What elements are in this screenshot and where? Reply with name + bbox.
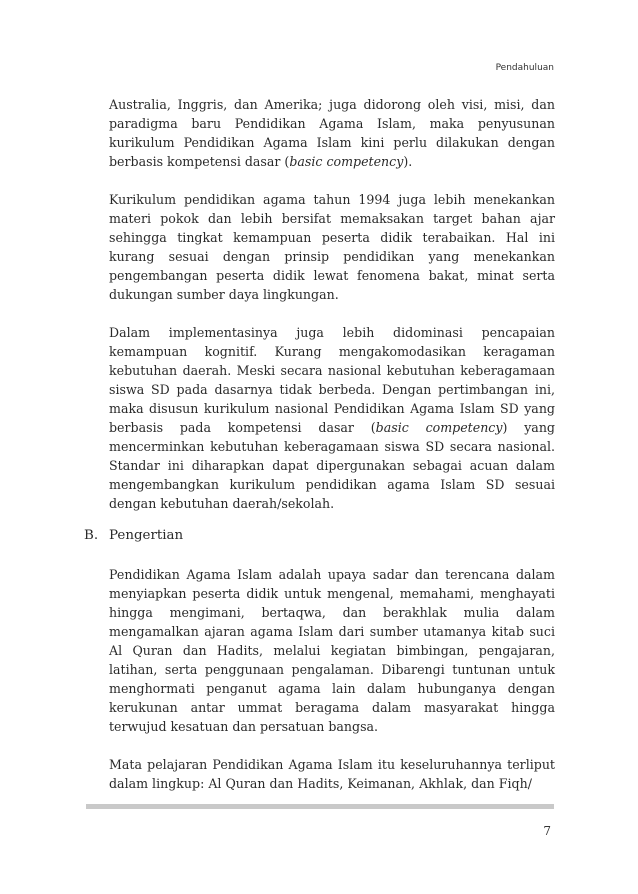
paragraph: Kurikulum pendidikan agama tahun 1994 juga lebih menekankan materi pokok dan lebih bersifat memaksakan target bahan ajar sehingga tingkat kemampuan peserta didik terabaikan. Hal ini kurang sesuai dengan prinsip pendidikan yang menekankan pengembangan peserta didik lewat fenomena bakat, minat serta dukungan sumber daya lingkungan. bbox=[109, 192, 555, 302]
paragraph: Australia, Inggris, dan Amerika; juga didorong oleh visi, misi, dan paradigma baru Pendidikan Agama Islam, maka penyusunan kurikulum Pendidikan Agama Islam kini perlu dilakukan dengan berbasis kompetensi dasar (basic competency). bbox=[109, 97, 555, 169]
section-heading bbox=[84, 527, 183, 545]
body-text-section bbox=[109, 565, 555, 793]
paragraph: Pendidikan Agama Islam adalah upaya sadar dan terencana dalam menyiapkan peserta didik untuk mengenal, memahami, menghayati hingga mengimani, bertaqwa, dan berakhlak mulia dalam mengamalkan ajaran agama Islam dari sumber utamanya kitab suci Al Quran dan Hadits, melalui kegiatan bimbingan, pengajaran, latihan, serta penggunaan pengalaman. Dibarengi tuntunan untuk menghormati penganut agama lain dalam hubunganya dengan kerukunan antar ummat beragama dalam masyarakat hingga terwujud kesatuan dan persatuan bangsa. bbox=[109, 567, 555, 734]
footer-rule bbox=[86, 804, 554, 809]
emphasis: basic competency bbox=[375, 420, 503, 435]
page-number: 7 bbox=[543, 824, 551, 838]
emphasis: basic competency bbox=[289, 154, 404, 169]
section-letter: B. bbox=[84, 528, 99, 543]
body-text-top bbox=[109, 95, 555, 513]
paragraph: Dalam implementasinya juga lebih didominasi pencapaian kemampuan kognitif. Kurang mengakomodasikan keragaman kebutuhan daerah. Meski secara nasional kebutuhan keberagamaan siswa SD pada dasarnya tidak berbeda. Dengan pertimbangan ini, maka disusun kurikulum nasional Pendidikan Agama Islam SD yang berbasis pada kompetensi dasar (basic competency) yang mencerminkan kebutuhan keberagamaan siswa SD secara nasional. Standar ini diharapkan dapat dipergunakan sebagai acuan dalam mengembangkan kurikulum pendidikan agama Islam SD sesuai dengan kebutuhan daerah/sekolah. bbox=[109, 325, 555, 511]
running-header: Pendahuluan bbox=[495, 63, 554, 73]
paragraph: Mata pelajaran Pendidikan Agama Islam itu keseluruhannya terliput dalam lingkup: Al Quran dan Hadits, Keimanan, Akhlak, dan Fiqh/ bbox=[109, 757, 555, 791]
section-title: Pengertian bbox=[109, 528, 184, 543]
